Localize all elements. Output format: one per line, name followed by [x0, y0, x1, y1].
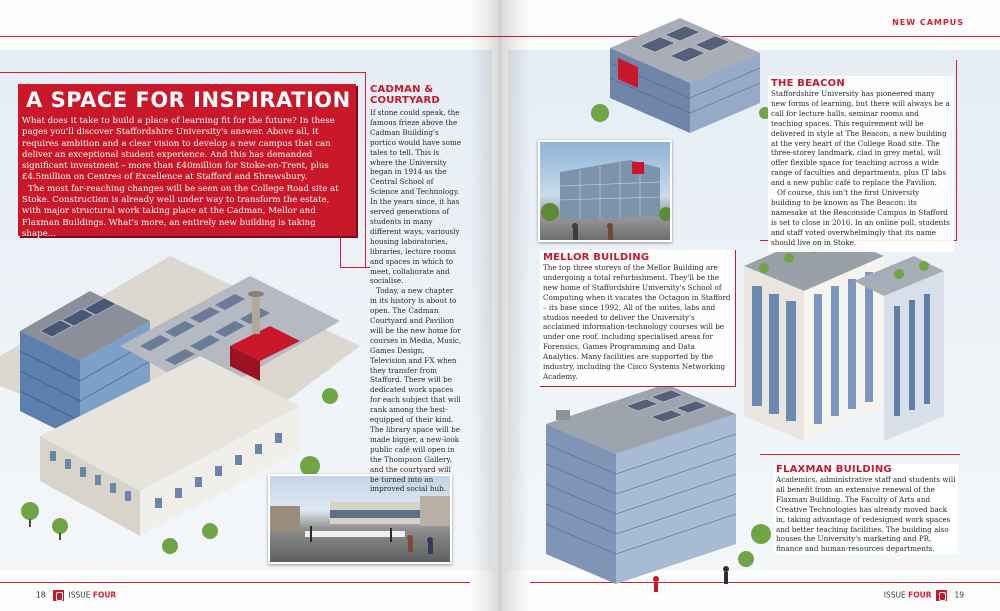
footer-right: [884, 590, 964, 601]
intro-rule: [0, 72, 365, 73]
cadman-section: [370, 84, 462, 494]
flaxman-title: FLAXMAN BUILDING: [776, 464, 892, 475]
page-number-left: 18: [36, 590, 46, 600]
beacon-paragraph: Staffordshire University has pioneered many new forms of learning, but there will always be a call for lecture halls, seminar rooms and teaching spaces. This requirement will be delivered in style at The Beacon, a new building at the very heart of the College Road site. The three-storey landmark, clad in grey metal, will offer flexible space for teaching across a wide range of faculties and departments, plus IT labs and a new public café to replace the Pavilion.: [771, 89, 950, 188]
university-logo-icon: [936, 590, 947, 601]
cadman-column-rule: [365, 72, 366, 268]
flaxman-section: [774, 464, 958, 554]
beacon-paragraph: Of course, this isn't the first University building to be known as The Beacon: its namesake at the Beaconside Campus in Stafford is set to close in 2016. In an online poll, students and staff voted overwhelmingly that its name should live on in Stoke.: [771, 188, 950, 247]
flaxman-paragraph: Academics, administrative staff and students will all benefit from an extensive renewal of the Flaxman Building. The Faculty of Arts and Creative Technologies has already moved back in, taking advantage of redesigned work spaces and better teaching facilities. The building also houses the University's marketing and PR, finance and human-resources departments.: [776, 475, 956, 554]
issue-number: FOUR: [92, 590, 117, 600]
flaxman-rule: [760, 454, 960, 455]
section-tag: NEW CAMPUS: [892, 18, 964, 27]
intro-text: [18, 114, 356, 244]
beacon-illustration: [560, 18, 770, 138]
issue-number: FOUR: [908, 590, 932, 600]
intro-box: [18, 84, 356, 239]
mellor-text: [543, 263, 732, 382]
spine-shadow: [470, 0, 530, 611]
cadman-title: CADMAN & COURTYARD: [370, 84, 440, 106]
cadman-paragraph: If stone could speak, the famous frieze above the Cadman Building's portico would have some tales to tell. This is where the University began in 1914 as the Central School of Science and Technology. In the years since, it has served generations of students in many different ways, variously housing laboratories, libraries, lecture rooms and spaces in which to meet, collaborate and socialise.: [370, 108, 462, 286]
issue-label: ISSUE: [883, 590, 906, 600]
beacon-section: [768, 76, 954, 252]
mellor-title: MELLOR BUILDING: [543, 252, 650, 263]
footer-left: [36, 590, 116, 601]
intro-paragraph: What does it take to build a place of learning fit for the future? In these pages you'll discover Staffordshire University's answer. Above all, it requires ambition and a clear vision to develop a new campus that can deliver an exceptional student experience. And this has demanded significant investment – more than £40million for Stoke-on-Trent, plus £4.5million on Centres of Excellence at Stafford and Shrewsbury.: [22, 116, 335, 183]
mellor-section: [540, 250, 736, 387]
flaxman-text: [776, 475, 956, 554]
cadman-text: [370, 108, 462, 494]
beacon-text: [771, 89, 951, 248]
intro-paragraph: The most far-reaching changes will be seen on the College Road site at Stoke. Construction is already well under way to transform the estate, with major structural work taking place at the Cadman, Mellor and Flaxman Buildings. What's more, an entirely new building is taking shape...: [22, 183, 339, 239]
flaxman-illustration: [536, 384, 776, 594]
mellor-paragraph: The top three storeys of the Mellor Building are undergoing a total refurbishment. They'll be the new home of Staffordshire University's School of Computing when it vacates the Octagon in Stafford – its base since 1992. All of the suites, labs and studios needed to deliver the University's acclaimed information-technology courses will be under one roof, including specialised areas for Forensics, Games Programming and Data Analytics. Many facilities are supported by the industry, including the Cisco Systems Networking Academy.: [543, 263, 731, 381]
bottom-rule-left: [0, 582, 470, 583]
beacon-photo: [538, 140, 672, 242]
university-logo-icon: [53, 590, 64, 601]
beacon-title: THE BEACON: [771, 78, 845, 89]
intro-title: A SPACE FOR INSPIRATION: [26, 88, 351, 112]
page-number-right: 19: [954, 590, 964, 600]
beacon-side-rule: [956, 60, 957, 240]
cadman-paragraph: Today, a new chapter in its history is about to open. The Cadman Courtyard and Pavilion will be the new home for courses in Media, Music, Games Design, Television and FX when they transfer from Stafford. There will be dedicated work spaces for each subject that will rank among the best-equipped of their kind. The library space will be made bigger, a new-look public café will open in the Thompson Gallery, and the courtyard will be turned into an improved social hub.: [370, 286, 462, 494]
issue-label: ISSUE: [68, 590, 91, 600]
